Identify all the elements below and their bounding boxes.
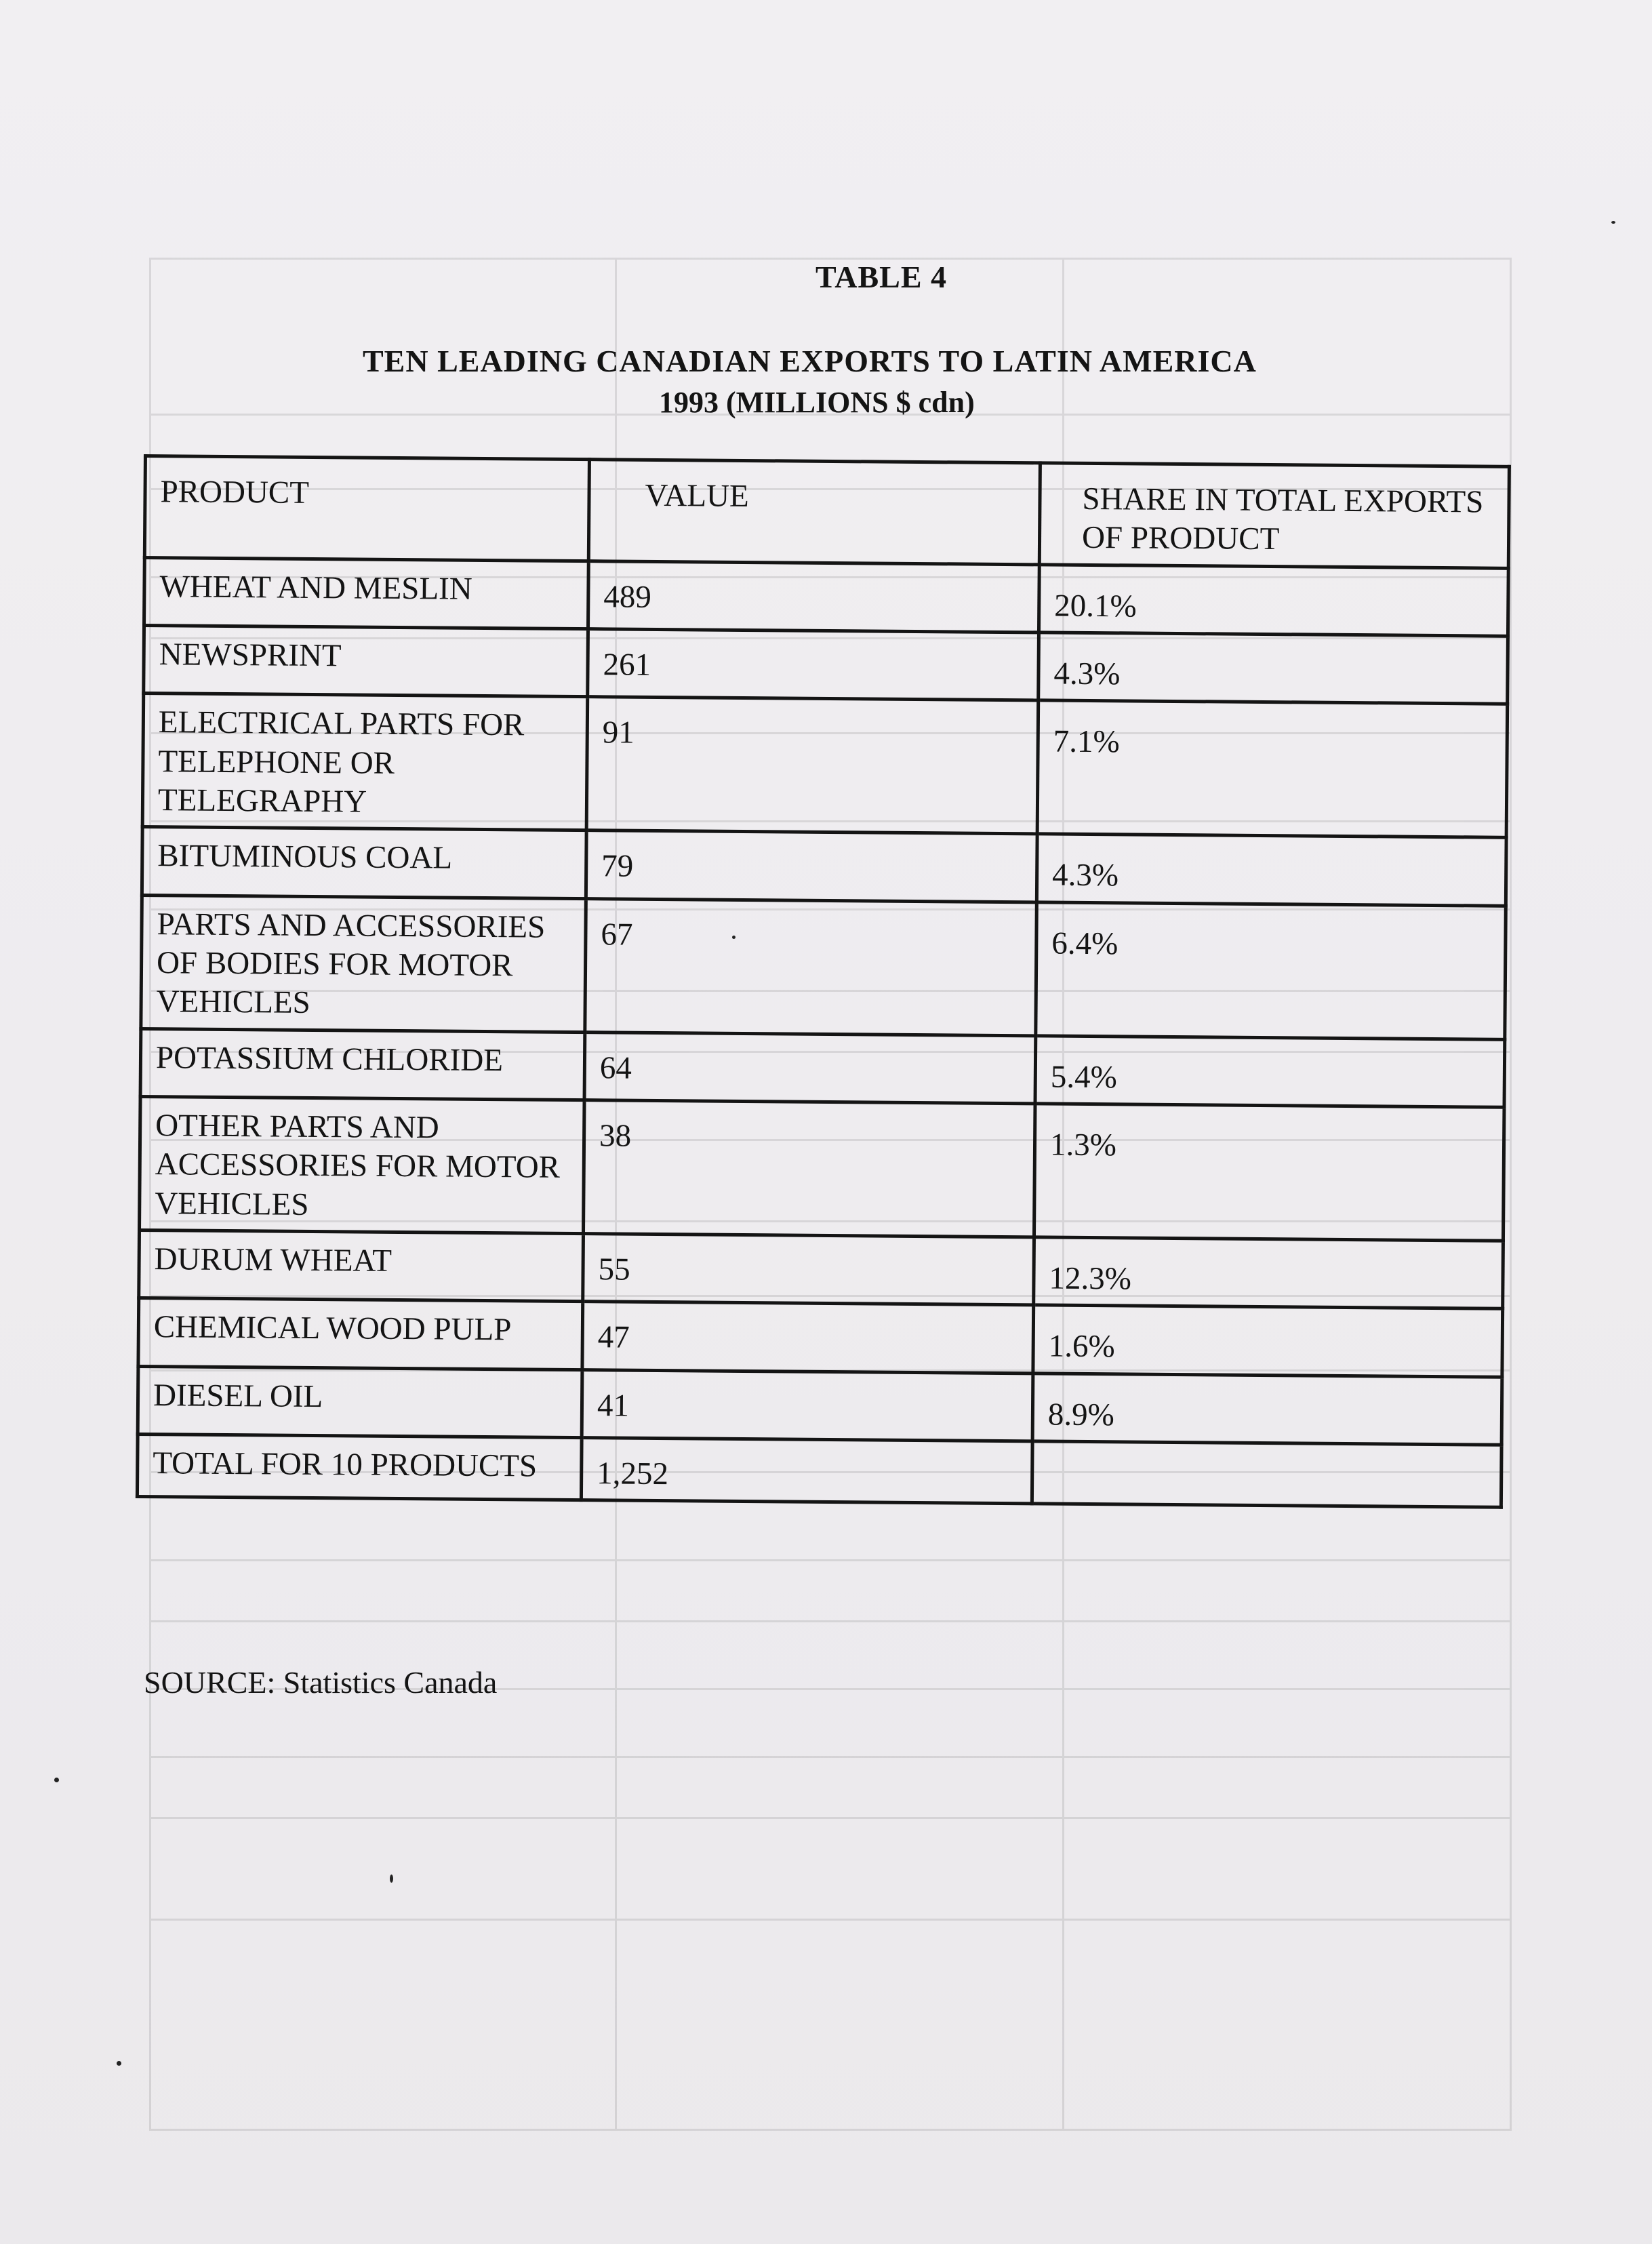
cell-product: WHEAT AND MESLIN xyxy=(144,557,589,628)
scan-speck xyxy=(732,936,736,939)
cell-value: 64 xyxy=(584,1032,1036,1104)
table-row xyxy=(144,625,1508,704)
table-subtitle: 1993 (MILLIONS $ cdn) xyxy=(659,386,975,419)
cell-share: 20.1% xyxy=(1039,565,1508,637)
cell-share: 1.3% xyxy=(1034,1104,1504,1241)
cell-share: 7.1% xyxy=(1037,700,1508,837)
cell-value: 67 xyxy=(585,898,1037,1035)
header-product: PRODUCT xyxy=(144,456,589,561)
cell-product: TOTAL FOR 10 PRODUCTS xyxy=(137,1434,582,1500)
cell-product: PARTS AND ACCESSORIES OF BODIES FOR MOTOR VEHICLES xyxy=(141,895,586,1032)
cell-value: 55 xyxy=(583,1234,1034,1306)
table-row xyxy=(142,827,1506,906)
table-total-row xyxy=(137,1434,1502,1507)
table-title: TEN LEADING CANADIAN EXPORTS TO LATIN AMERICA xyxy=(363,344,1257,378)
table-row xyxy=(142,694,1507,838)
cell-product: OTHER PARTS AND ACCESSORIES FOR MOTOR VEHICLES xyxy=(140,1096,585,1233)
exports-table xyxy=(136,454,1511,1509)
exports-table-container xyxy=(136,454,1508,1509)
cell-value: 47 xyxy=(582,1302,1034,1374)
cell-value: 91 xyxy=(586,697,1039,834)
cell-share: 12.3% xyxy=(1034,1237,1504,1309)
cell-value: 1,252 xyxy=(581,1438,1032,1504)
scan-speck xyxy=(390,1875,393,1883)
table-header-row xyxy=(144,456,1509,568)
cell-share: 8.9% xyxy=(1032,1373,1502,1445)
cell-share: 4.3% xyxy=(1036,834,1506,906)
cell-share: 5.4% xyxy=(1035,1035,1505,1107)
cell-product: BITUMINOUS COAL xyxy=(142,827,586,898)
table-number: TABLE 4 xyxy=(815,260,948,294)
table-row xyxy=(140,1096,1504,1241)
cell-value: 489 xyxy=(588,561,1039,633)
cell-product: NEWSPRINT xyxy=(144,625,588,696)
cell-product: DURUM WHEAT xyxy=(139,1230,584,1301)
cell-value: 261 xyxy=(588,629,1039,701)
scan-speck xyxy=(1611,221,1615,224)
cell-product: POTASSIUM CHLORIDE xyxy=(140,1028,585,1100)
cell-product: CHEMICAL WOOD PULP xyxy=(138,1298,583,1369)
table-row xyxy=(139,1230,1504,1308)
header-share: SHARE IN TOTAL EXPORTS OF PRODUCT xyxy=(1039,463,1509,568)
table-row xyxy=(141,895,1506,1039)
scan-speck xyxy=(117,2061,121,2066)
header-value: VALUE xyxy=(588,460,1040,565)
table-row xyxy=(140,1028,1505,1107)
table-row xyxy=(138,1366,1502,1445)
cell-value: 79 xyxy=(586,830,1037,902)
table-row xyxy=(144,557,1509,636)
cell-share xyxy=(1032,1441,1502,1508)
cell-value: 41 xyxy=(582,1369,1033,1441)
cell-share: 6.4% xyxy=(1036,902,1506,1039)
cell-value: 38 xyxy=(583,1100,1035,1237)
cell-share: 4.3% xyxy=(1039,633,1508,704)
source-note: SOURCE: Statistics Canada xyxy=(144,1665,498,1700)
table-row xyxy=(138,1298,1503,1377)
cell-product: ELECTRICAL PARTS FOR TELEPHONE OR TELEGRAPHY xyxy=(142,694,588,830)
cell-share: 1.6% xyxy=(1033,1305,1503,1377)
scan-speck xyxy=(54,1778,59,1782)
cell-product: DIESEL OIL xyxy=(138,1366,582,1437)
